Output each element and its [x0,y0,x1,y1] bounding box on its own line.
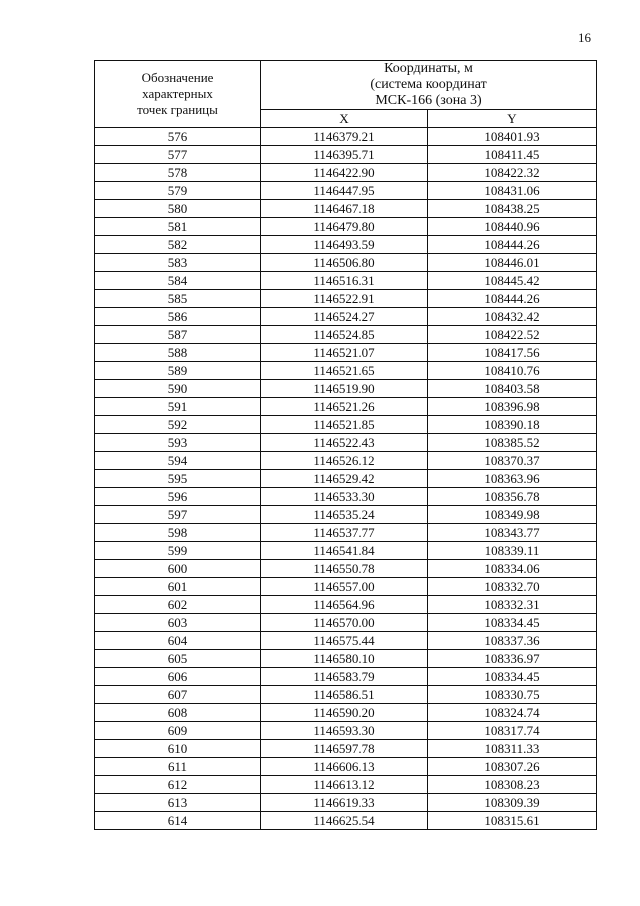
x-cell: 1146583.79 [261,668,428,686]
table-row [95,722,597,740]
table-row [95,488,597,506]
point-cell: 593 [95,434,261,452]
x-cell: 1146526.12 [261,452,428,470]
point-cell: 604 [95,632,261,650]
y-cell: 108307.26 [428,758,597,776]
header-coords-line-2: (система координат [370,77,487,92]
point-cell: 610 [95,740,261,758]
y-cell: 108309.39 [428,794,597,812]
x-cell: 1146619.33 [261,794,428,812]
header-coordinates [261,61,597,110]
table-row [95,218,597,236]
x-cell: 1146521.85 [261,416,428,434]
point-cell: 581 [95,218,261,236]
point-cell: 606 [95,668,261,686]
y-cell: 108417.56 [428,344,597,362]
y-cell: 108390.18 [428,416,597,434]
y-cell: 108446.01 [428,254,597,272]
table-row [95,362,597,380]
x-cell: 1146506.80 [261,254,428,272]
table-row [95,758,597,776]
table-row [95,794,597,812]
x-cell: 1146606.13 [261,758,428,776]
x-cell: 1146580.10 [261,650,428,668]
x-cell: 1146395.71 [261,146,428,164]
table-row [95,272,597,290]
table-row [95,308,597,326]
y-cell: 108403.58 [428,380,597,398]
y-cell: 108385.52 [428,434,597,452]
point-cell: 579 [95,182,261,200]
y-cell: 108324.74 [428,704,597,722]
header-point-line-1: Обозначение [141,70,214,85]
table-row [95,128,597,146]
y-cell: 108422.32 [428,164,597,182]
table-row [95,380,597,398]
x-cell: 1146533.30 [261,488,428,506]
point-cell: 600 [95,560,261,578]
point-cell: 590 [95,380,261,398]
y-cell: 108444.26 [428,290,597,308]
point-cell: 582 [95,236,261,254]
y-cell: 108317.74 [428,722,597,740]
table-row [95,686,597,704]
point-cell: 584 [95,272,261,290]
table-row [95,452,597,470]
y-cell: 108332.31 [428,596,597,614]
x-cell: 1146467.18 [261,200,428,218]
header-point-line-3: точек границы [137,102,218,117]
x-cell: 1146522.43 [261,434,428,452]
table-row [95,632,597,650]
table-row [95,740,597,758]
table-row [95,524,597,542]
point-cell: 577 [95,146,261,164]
x-cell: 1146593.30 [261,722,428,740]
y-cell: 108349.98 [428,506,597,524]
x-cell: 1146613.12 [261,776,428,794]
y-cell: 108332.70 [428,578,597,596]
x-cell: 1146575.44 [261,632,428,650]
y-cell: 108431.06 [428,182,597,200]
point-cell: 595 [95,470,261,488]
table-row [95,560,597,578]
y-cell: 108440.96 [428,218,597,236]
y-cell: 108339.11 [428,542,597,560]
point-cell: 586 [95,308,261,326]
x-cell: 1146597.78 [261,740,428,758]
y-cell: 108432.42 [428,308,597,326]
x-cell: 1146557.00 [261,578,428,596]
x-cell: 1146625.54 [261,812,428,830]
x-cell: 1146519.90 [261,380,428,398]
point-cell: 594 [95,452,261,470]
y-cell: 108336.97 [428,650,597,668]
x-cell: 1146524.85 [261,326,428,344]
x-cell: 1146379.21 [261,128,428,146]
table-body [95,128,597,830]
point-cell: 587 [95,326,261,344]
table-row [95,326,597,344]
header-x: X [261,110,428,128]
x-cell: 1146422.90 [261,164,428,182]
x-cell: 1146522.91 [261,290,428,308]
y-cell: 108337.36 [428,632,597,650]
x-cell: 1146521.07 [261,344,428,362]
table-row [95,668,597,686]
coordinates-table [94,60,597,830]
x-cell: 1146564.96 [261,596,428,614]
x-cell: 1146541.84 [261,542,428,560]
x-cell: 1146524.27 [261,308,428,326]
point-cell: 596 [95,488,261,506]
header-point-designation [95,61,261,128]
y-cell: 108334.45 [428,668,597,686]
point-cell: 588 [95,344,261,362]
y-cell: 108438.25 [428,200,597,218]
y-cell: 108330.75 [428,686,597,704]
y-cell: 108356.78 [428,488,597,506]
y-cell: 108444.26 [428,236,597,254]
x-cell: 1146537.77 [261,524,428,542]
point-cell: 607 [95,686,261,704]
point-cell: 585 [95,290,261,308]
x-cell: 1146570.00 [261,614,428,632]
point-cell: 592 [95,416,261,434]
y-cell: 108311.33 [428,740,597,758]
y-cell: 108401.93 [428,128,597,146]
header-y: Y [428,110,597,128]
point-cell: 578 [95,164,261,182]
x-cell: 1146529.42 [261,470,428,488]
point-cell: 611 [95,758,261,776]
table-row [95,596,597,614]
table-row [95,470,597,488]
point-cell: 599 [95,542,261,560]
table-row [95,542,597,560]
point-cell: 609 [95,722,261,740]
table-row [95,776,597,794]
y-cell: 108334.45 [428,614,597,632]
table-row [95,812,597,830]
header-coords-line-1: Координаты, м [384,61,473,76]
point-cell: 613 [95,794,261,812]
y-cell: 108422.52 [428,326,597,344]
table-row [95,704,597,722]
point-cell: 591 [95,398,261,416]
point-cell: 605 [95,650,261,668]
y-cell: 108370.37 [428,452,597,470]
point-cell: 601 [95,578,261,596]
x-cell: 1146535.24 [261,506,428,524]
y-cell: 108334.06 [428,560,597,578]
x-cell: 1146590.20 [261,704,428,722]
point-cell: 614 [95,812,261,830]
point-cell: 580 [95,200,261,218]
x-cell: 1146586.51 [261,686,428,704]
table-row [95,434,597,452]
point-cell: 597 [95,506,261,524]
table-row [95,200,597,218]
point-cell: 602 [95,596,261,614]
point-cell: 612 [95,776,261,794]
x-cell: 1146550.78 [261,560,428,578]
table-row [95,416,597,434]
table-row [95,146,597,164]
y-cell: 108445.42 [428,272,597,290]
y-cell: 108315.61 [428,812,597,830]
table-row [95,578,597,596]
table-row [95,506,597,524]
y-cell: 108396.98 [428,398,597,416]
x-cell: 1146447.95 [261,182,428,200]
table-row [95,614,597,632]
y-cell: 108411.45 [428,146,597,164]
x-cell: 1146493.59 [261,236,428,254]
x-cell: 1146521.26 [261,398,428,416]
point-cell: 603 [95,614,261,632]
y-cell: 108308.23 [428,776,597,794]
table-row [95,344,597,362]
y-cell: 108343.77 [428,524,597,542]
table-row [95,650,597,668]
table-row [95,398,597,416]
y-cell: 108410.76 [428,362,597,380]
point-cell: 589 [95,362,261,380]
table-row [95,164,597,182]
x-cell: 1146516.31 [261,272,428,290]
header-coords-line-3: МСК-166 (зона 3) [375,93,482,108]
point-cell: 583 [95,254,261,272]
table-row [95,290,597,308]
y-cell: 108363.96 [428,470,597,488]
point-cell: 608 [95,704,261,722]
x-cell: 1146479.80 [261,218,428,236]
page-number: 16 [578,30,591,45]
point-cell: 598 [95,524,261,542]
point-cell: 576 [95,128,261,146]
table-row [95,182,597,200]
table-row [95,236,597,254]
x-cell: 1146521.65 [261,362,428,380]
header-point-line-2: характерных [142,86,213,101]
table-row [95,254,597,272]
